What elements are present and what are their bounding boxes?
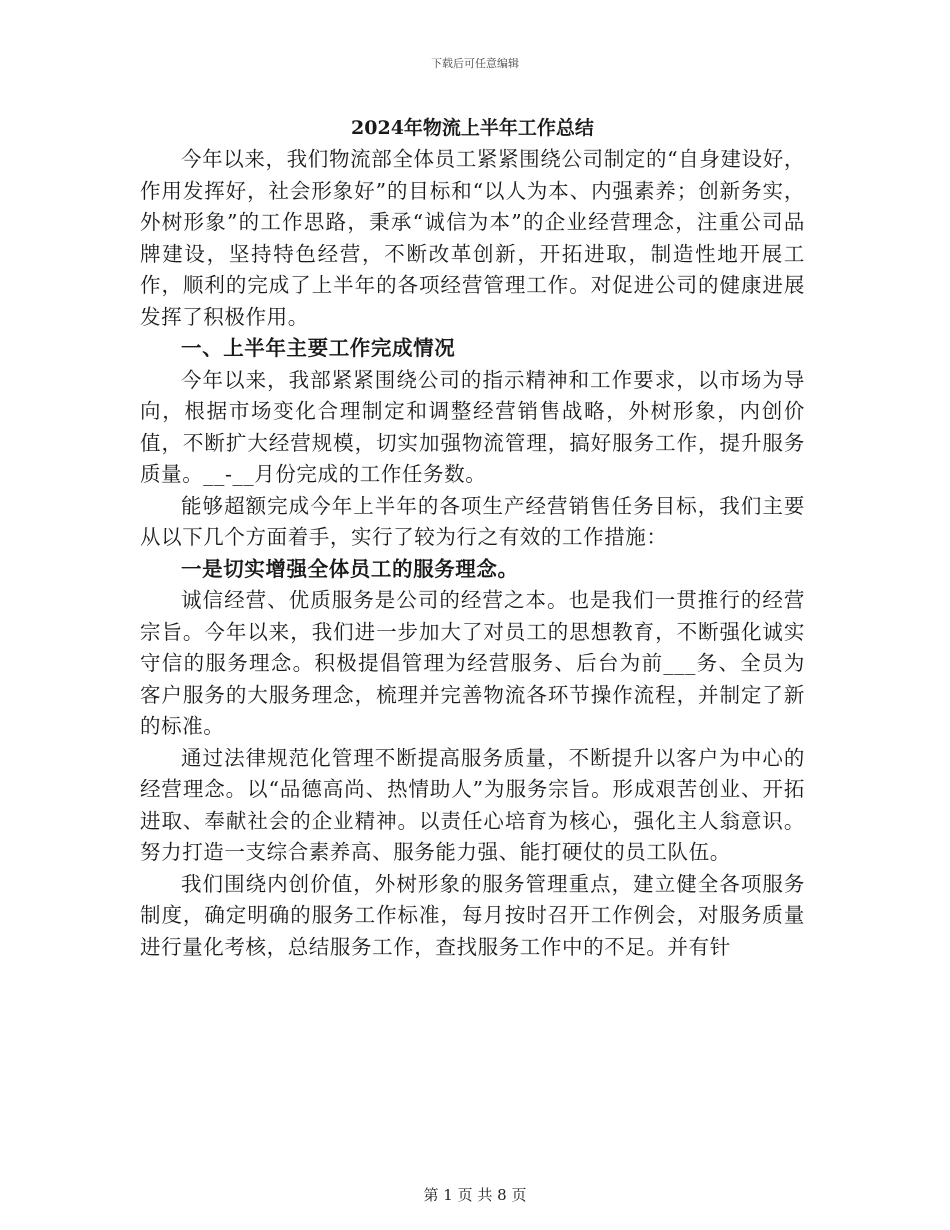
- paragraph: 诚信经营、优质服务是公司的经营之本。也是我们一贯推行的经营宗旨。今年以来，我们进一步加大了对员工的思想教育，不断强化诚实守信的服务理念。积极提倡管理为经营服务、后台为前___务、全员为客户服务的大服务理念，梳理并完善物流各环节操作流程，并制定了新的标准。: [140, 588, 805, 738]
- paragraph: 通过法律规范化管理不断提高服务质量，不断提升以客户为中心的经营理念。以“品德高尚、热情助人”为服务宗旨。形成艰苦创业、开拓进取、奉献社会的企业精神。以责任心培育为核心，强化主人翁意识。努力打造一支综合素养高、服务能力强、能打硬仗的员工队伍。: [140, 745, 805, 864]
- paragraph: 今年以来，我部紧紧围绕公司的指示精神和工作要求，以市场为导向，根据市场变化合理制定和调整经营销售战略，外树形象，内创价值，不断扩大经营规模，切实加强物流管理，搞好服务工作，提升服务质量。__-__月份完成的工作任务数。: [140, 367, 805, 486]
- subsection-heading: 一是切实增强全体员工的服务理念。: [181, 556, 519, 581]
- paragraph: 我们围绕内创价值，外树形象的服务管理重点，建立健全各项服务制度，确定明确的服务工作标准，每月按时召开工作例会，对服务质量进行量化考核，总结服务工作，查找服务工作中的不足。并有针: [140, 871, 805, 959]
- section-heading: 一、上半年主要工作完成情况: [181, 336, 456, 360]
- header-note: 下载后可任意编辑: [431, 57, 519, 70]
- document-body: [140, 112, 805, 963]
- paragraph: 能够超额完成今年上半年的各项生产经营销售任务目标，我们主要从以下几个方面着手，实行了较为行之有效的工作措施：: [140, 493, 805, 549]
- paragraph-intro: 今年以来，我们物流部全体员工紧紧围绕公司制定的“自身建设好，作用发挥好，社会形象好”的目标和“以人为本、内强素养；创新务实，外树形象”的工作思路，秉承“诚信为本”的企业经营理念，注重公司品牌建设，坚持特色经营，不断改革创新，开拓进取，制造性地开展工作，顺利的完成了上半年的各项经营管理工作。对促进公司的健康进展发挥了积极作用。: [140, 147, 805, 329]
- document-title: 2024年物流上半年工作总结: [351, 117, 594, 139]
- page-footer: 第 1 页 共 8 页: [423, 1186, 527, 1204]
